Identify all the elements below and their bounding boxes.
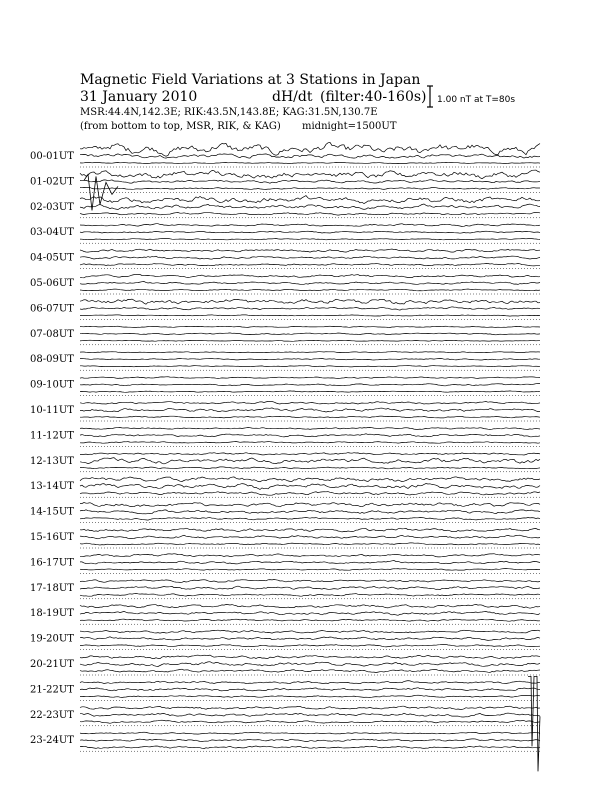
- trace-rik: [80, 688, 540, 691]
- row-label: 16-17UT: [30, 557, 74, 569]
- trace-msr: [80, 720, 540, 723]
- trace-kag: [80, 604, 540, 608]
- trace-msr: [80, 593, 540, 596]
- trace-kag: [80, 477, 540, 482]
- trace-msr: [80, 746, 540, 749]
- trace-rik: [80, 586, 540, 590]
- trace-rik: [80, 484, 540, 490]
- row-label: 14-15UT: [30, 506, 74, 518]
- row-label: 17-18UT: [30, 582, 74, 594]
- row-label: 08-09UT: [30, 354, 74, 366]
- trace-msr: [80, 467, 540, 469]
- trace-kag: [80, 681, 540, 684]
- trace-kag: [80, 274, 540, 278]
- row-label: 01-02UT: [30, 176, 74, 188]
- trace-kag: [80, 249, 540, 252]
- row-label: 22-23UT: [30, 709, 74, 721]
- row-label: 12-13UT: [30, 455, 74, 467]
- trace-kag: [80, 503, 540, 507]
- trace-msr: [80, 212, 540, 215]
- trace-msr: [80, 543, 540, 545]
- trace-rik: [80, 256, 540, 259]
- trace-msr: [80, 568, 540, 570]
- trace-kag: [80, 352, 540, 353]
- row-label: 10-11UT: [30, 405, 74, 416]
- trace-rik: [80, 231, 540, 233]
- trace-rik: [80, 535, 540, 539]
- trace-rik: [80, 154, 540, 158]
- chart-title: Magnetic Field Variations at 3 Stations in Japan: [80, 72, 421, 88]
- trace-rik: [80, 713, 540, 717]
- trace-rik: [80, 434, 540, 437]
- trace-kag: [80, 326, 540, 327]
- trace-rik: [80, 739, 540, 742]
- trace-msr: [80, 644, 540, 647]
- trace-rik: [80, 358, 540, 360]
- trace-msr: [80, 263, 540, 266]
- row-label: 07-08UT: [30, 328, 74, 340]
- trace-excursion: [528, 676, 540, 771]
- station-order-note: (from bottom to top, MSR, RIK, & KAG): [80, 121, 281, 132]
- trace-kag: [80, 377, 540, 379]
- row-label: 09-10UT: [30, 379, 74, 391]
- row-label: 11-12UT: [30, 430, 74, 442]
- row-label: 04-05UT: [30, 252, 74, 264]
- trace-msr: [80, 669, 540, 672]
- trace-kag: [80, 453, 540, 455]
- trace-msr: [80, 162, 540, 163]
- trace-kag: [80, 706, 540, 709]
- midnight-note: midnight=1500UT: [302, 121, 397, 132]
- trace-kag: [80, 554, 540, 557]
- row-label: 05-06UT: [30, 278, 74, 289]
- trace-msr: [80, 366, 540, 367]
- trace-rik: [80, 408, 540, 412]
- trace-msr: [80, 619, 540, 621]
- trace-msr: [80, 695, 540, 697]
- trace-msr: [80, 238, 540, 239]
- trace-rik: [80, 180, 540, 184]
- trace-kag: [80, 224, 540, 227]
- row-label: 21-22UT: [30, 684, 74, 696]
- row-label: 02-03UT: [30, 201, 74, 213]
- station-list: MSR:44.4N,142.3E; RIK:43.5N,143.8E; KAG:31.5N,130.7E: [80, 107, 378, 118]
- trace-msr: [80, 289, 540, 291]
- trace-rik: [80, 384, 540, 386]
- trace-kag: [80, 142, 540, 156]
- trace-kag: [80, 196, 540, 204]
- chart-date: 31 January 2010: [80, 89, 198, 105]
- trace-msr: [80, 340, 540, 341]
- trace-kag: [80, 170, 540, 179]
- row-label: 23-24UT: [30, 735, 74, 747]
- trace-rik: [80, 662, 540, 667]
- trace-rik: [80, 282, 540, 285]
- trace-rik: [80, 204, 540, 210]
- trace-msr: [80, 517, 540, 520]
- scale-label: 1.00 nT at T=80s: [437, 95, 516, 105]
- trace-rik: [80, 307, 540, 310]
- trace-msr: [80, 391, 540, 392]
- trace-rik: [80, 637, 540, 641]
- trace-kag: [80, 655, 540, 659]
- scale-bar: [427, 86, 433, 107]
- row-label: 06-07UT: [30, 303, 74, 315]
- trace-kag: [80, 630, 540, 633]
- trace-msr: [80, 416, 540, 418]
- trace-kag: [80, 528, 540, 532]
- trace-kag: [80, 427, 540, 429]
- chart-filter: (filter:40-160s): [320, 89, 427, 105]
- trace-msr: [80, 442, 540, 444]
- row-label: 00-01UT: [30, 151, 74, 162]
- trace-rik: [80, 510, 540, 514]
- trace-kag: [80, 732, 540, 734]
- trace-msr: [80, 492, 540, 496]
- trace-rik: [80, 561, 540, 564]
- row-label: 19-20UT: [30, 633, 74, 645]
- row-label: 20-21UT: [30, 659, 74, 670]
- row-label: 13-14UT: [30, 481, 74, 493]
- trace-msr: [80, 188, 540, 190]
- trace-msr: [80, 315, 540, 316]
- chart-quantity: dH/dt: [272, 89, 313, 105]
- trace-rik: [80, 458, 540, 464]
- trace-rik: [80, 611, 540, 615]
- row-label: 15-16UT: [30, 532, 74, 543]
- row-label: 18-19UT: [30, 608, 74, 620]
- trace-kag: [80, 580, 540, 583]
- trace-kag: [80, 401, 540, 404]
- trace-rows: [30, 142, 540, 771]
- row-label: 03-04UT: [30, 227, 74, 239]
- trace-rik: [80, 333, 540, 335]
- trace-kag: [80, 299, 540, 304]
